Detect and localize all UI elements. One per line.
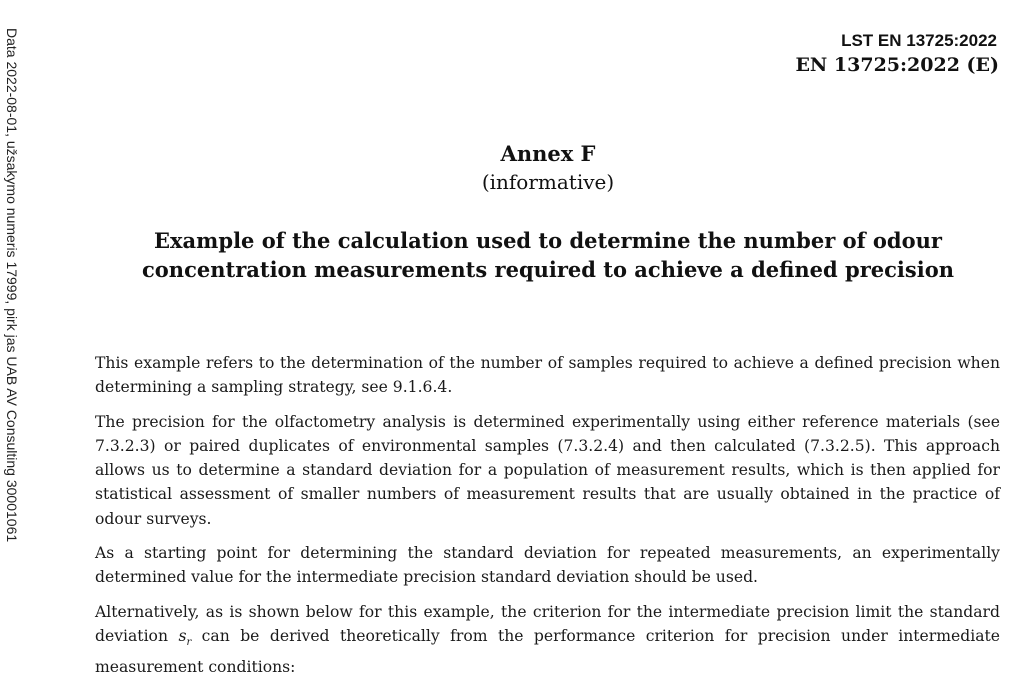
side-stamp-text: Data 2022-08-01, užsakymo numeris 17999, pirk jas UAB AV Consulting 30001061: [4, 28, 20, 543]
paragraph: The precision for the olfactometry analysis is determined experimentally using either reference materials (see 7.3.2.3) or paired duplicates of environmental samples (7.3.2.4) and then calculated (7.3.2.5). This approach allows us to determine a standard deviation for a population of measurement results, which is then applied for statistical assessment of smaller numbers of measurement results that are usually obtained in the practice of odour surveys.: [95, 412, 1000, 528]
paragraph: As a starting point for determining the standard deviation for repeated measurements, an experimentally determined value for the intermediate precision standard deviation should be used.: [95, 544, 1000, 587]
annex-title: Annex F: [500, 141, 596, 166]
annex-subtitle: (informative): [481, 170, 615, 194]
paragraph: This example refers to the determination of the number of samples required to achieve a defined precision when determining a sampling strategy, see 9.1.6.4.: [95, 354, 1000, 397]
paragraph-text-before: Alternatively, as is shown below for this example, the criterion for the intermediate precision limit the standard deviation: [95, 602, 1000, 645]
side-stamp: [4, 28, 20, 588]
paragraph-text-after: can be derived theoretically from the performance criterion for precision under intermediate measurement conditions:: [95, 626, 1000, 677]
annex-heading: Example of the calculation used to determine the number of odour concentration measurements required to achieve a defined precision: [142, 228, 954, 282]
document-body: [95, 351, 1000, 690]
standard-code-en: EN 13725:2022 (E): [795, 54, 999, 76]
paragraph-last: [95, 600, 1000, 680]
math-symbol: s: [178, 626, 187, 645]
standard-code-lst: LST EN 13725:2022: [841, 31, 997, 50]
math-subscript: r: [186, 637, 192, 649]
